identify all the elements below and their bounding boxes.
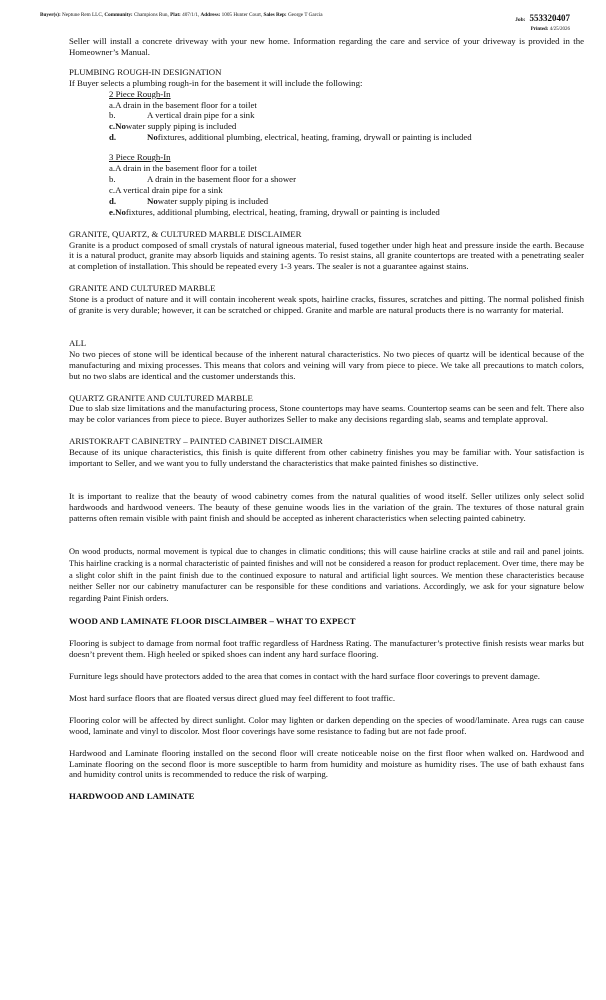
two-piece-b-text: A vertical drain pipe for a sink xyxy=(147,110,255,121)
two-piece-b-marker: b. xyxy=(109,110,116,121)
two-piece-item-b xyxy=(109,110,584,121)
aristokraft-body-1: Because of its unique characteristics, this finish is quite different from other cabinetry finishes you may be familiar with. Your satisfaction is important to Seller, and we want you to fully understand the characteristics that make painted finishes so distinctive. xyxy=(69,447,584,469)
wood-floor-p3: Most hard surface floors that are floated versus direct glued may feel different to foot traffic. xyxy=(69,692,396,703)
wood-floor-heading: WOOD AND LAMINATE FLOOR DISCLAIMBER – WHAT TO EXPECT xyxy=(69,616,356,627)
printed-date: 4/25/2026 xyxy=(549,27,570,32)
three-piece-item-d xyxy=(109,196,584,207)
wood-floor-p5: Hardwood and Laminate flooring installed on the second floor will create noticeable noise on the first floor when walked on. Hardwood and Laminate flooring on the second floor is more susceptible to harm from humidity and moisture as humidity rises. The use of bath exhaust fans and humidity control units is recommended to reduce the risk of warping. xyxy=(69,747,584,780)
two-piece-a-text: a.A drain in the basement floor for a toilet xyxy=(109,99,257,110)
community-label: Community: xyxy=(104,12,133,18)
printed-label: Printed: xyxy=(530,27,549,32)
quartz-heading: QUARTZ GRANITE AND CULTURED MARBLE xyxy=(69,392,253,403)
document-header xyxy=(40,8,570,32)
three-piece-d-bold: No xyxy=(147,195,158,206)
three-piece-item-c xyxy=(109,185,584,196)
all-body: No two pieces of stone will be identical because of the inherent natural characteristics. No two pieces of quartz will be identical because of the manufacturing and mixing processes. This means that colors and veining will vary from piece to piece. We take all precautions to match colors, but no two slabs are identical and the customer understands this. xyxy=(69,348,584,381)
document-body xyxy=(69,36,584,802)
three-piece-item-b xyxy=(109,174,584,185)
plat-label: Plat: xyxy=(170,12,181,18)
community-value: Champions Run, xyxy=(133,12,169,18)
job-number: 553320407 xyxy=(529,13,570,23)
three-piece-d-marker: d. xyxy=(109,195,117,206)
buyers-value: Neptune Rem LLC, xyxy=(62,12,104,18)
buyer-info-line xyxy=(40,12,323,18)
aristokraft-body-2: It is important to realize that the beauty of wood cabinetry comes from the natural qualities of wood itself. Seller utilizes only select solid hardwoods and hardwood veneers. The beauty of these genuine woods lies in the variation of the grain. The textures of those natural grain patterns often remain visible with paint finish and should be accepted as inherent characteristics when selecting painted cabinetry. xyxy=(69,491,584,523)
three-piece-item-e xyxy=(109,207,584,218)
address-label: Address: xyxy=(200,12,221,18)
three-piece-e-text: fixtures, additional plumbing, electrical, heating, framing, drywall or painting is included xyxy=(125,206,440,217)
printed-line xyxy=(515,27,570,32)
granite-marble-body: Stone is a product of nature and it will contain incoherent weak spots, hairline cracks, fissures, scratches and pitting. The normal polished finish of granite is very durable; however, it can be scratched or chipped. Granite and marble are natural products there is no warranty for material. xyxy=(69,294,584,316)
all-heading: ALL xyxy=(69,337,87,348)
sales-rep-label: Sales Rep: xyxy=(263,12,287,18)
three-piece-c-text: c.A vertical drain pipe for a sink xyxy=(109,184,223,195)
job-info xyxy=(515,8,570,32)
sales-rep-value: George T Garcia xyxy=(287,12,323,18)
quartz-body: Due to slab size limitations and the manufacturing process, Stone countertops may have seams. Countertop seams can be seen and felt. There also may be color variances from piece to piece. Buyer authorizes Seller to make any decisions regarding slab, seams and template approval. xyxy=(69,403,584,425)
two-piece-title: 2 Piece Rough-In xyxy=(109,88,171,99)
address-value: 1005 Hunter Court, xyxy=(221,12,263,18)
aristokraft-body-3: On wood products, normal movement is typical due to changes in climatic conditions; this will cause hairline cracks at stile and rail and panel joints. This hairline cracking is a normal characteristic of painted finishes and will not be considered a reason for product replacement. Over time, there may be a slight color shift in the paint finish due to the continued exposure to natural and artificial light sources. We mention these characteristics because neither Seller nor our cabinetry manufacturer can be responsible for these conditions and variations. Accordingly, we ask for your signature below regarding Paint Finish orders. xyxy=(69,546,584,604)
two-piece-item-c xyxy=(109,121,584,132)
two-piece-item-d xyxy=(109,132,584,143)
wood-floor-p2: Furniture legs should have protectors added to the area that comes in contact with the hard surface floor coverings to prevent damage. xyxy=(69,670,540,681)
two-piece-d-bold: No xyxy=(147,132,158,143)
two-piece-c-marker: c.No xyxy=(109,121,126,132)
granite-quartz-heading: GRANITE, QUARTZ, & CULTURED MARBLE DISCLAIMER xyxy=(69,228,302,239)
three-piece-b-marker: b. xyxy=(109,173,116,184)
job-label: Job: xyxy=(515,17,526,23)
granite-marble-heading: GRANITE AND CULTURED MARBLE xyxy=(69,283,216,294)
plumbing-lead: If Buyer selects a plumbing rough-in for the basement it will include the following: xyxy=(69,77,363,88)
two-piece-d-text: fixtures, additional plumbing, electrical, heating, framing, drywall or painting is included xyxy=(157,132,472,143)
aristokraft-heading: ARISTOKRAFT CABINETRY – PAINTED CABINET DISCLAIMER xyxy=(69,436,323,447)
plat-value: 407/1/1, xyxy=(182,12,200,18)
three-piece-b-text: A drain in the basement floor for a shower xyxy=(147,173,297,184)
three-piece-d-text: water supply piping is included xyxy=(157,195,269,206)
two-piece-d-marker: d. xyxy=(109,132,117,143)
two-piece-item-a xyxy=(109,100,584,111)
driveway-paragraph: Seller will install a concrete driveway with your new home. Information regarding the care and service of your driveway is provided in the Homeowner’s Manual. xyxy=(69,36,584,57)
plumbing-heading: PLUMBING ROUGH-IN DESIGNATION xyxy=(69,66,222,77)
three-piece-a-text: a.A drain in the basement floor for a toilet xyxy=(109,163,257,174)
three-piece-item-a xyxy=(109,163,584,174)
wood-floor-p4: Flooring color will be affected by direct sunlight. Color may lighten or darken depending on the species of wood/laminate. Area rugs can cause wood, laminate and vinyl to discolor. Most floor coverings have some resistance to fading but are not fade proof. xyxy=(69,714,584,736)
buyers-label: Buyer(s): xyxy=(40,12,61,18)
two-piece-c-text: water supply piping is included xyxy=(125,121,237,132)
granite-quartz-body: Granite is a product composed of small crystals of natural igneous material, fused together under high heat and pressure inside the earth. Because it is a natural product, granite may absorb liquids and staining agents. To resist stains, all granite countertops are treated with a penetrating sealer at completion of installation. This should be repeated every 1-3 years. The sealer is not a guarantee against stains. xyxy=(69,239,584,272)
wood-floor-p1: Flooring is subject to damage from normal foot traffic regardless of Hardness Rating. The manufacturer’s protective finish resists wear marks but doesn’t prevent them. High heeled or spiked shoes can indent any hard surface flooring. xyxy=(69,638,584,660)
hardwood-heading: HARDWOOD AND LAMINATE xyxy=(69,791,195,802)
three-piece-e-marker: e.No xyxy=(109,206,126,217)
three-piece-title: 3 Piece Rough-In xyxy=(109,152,171,163)
